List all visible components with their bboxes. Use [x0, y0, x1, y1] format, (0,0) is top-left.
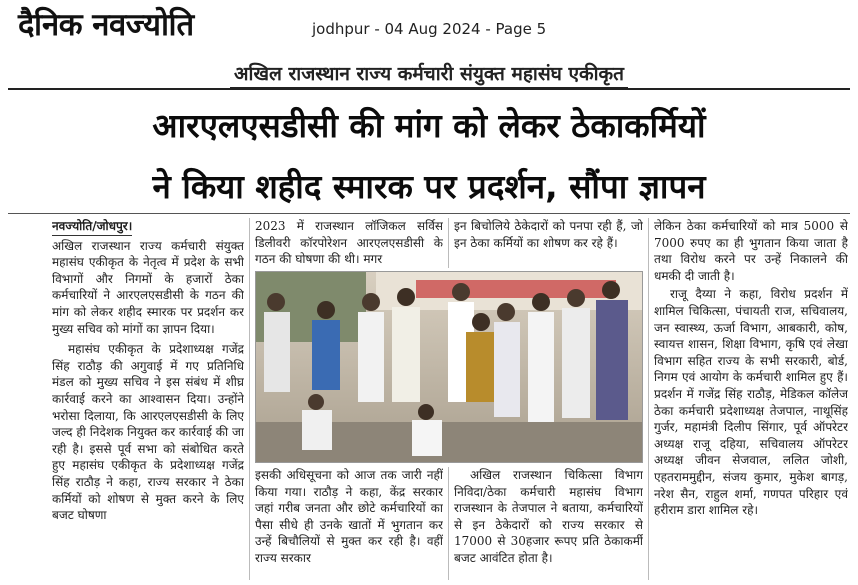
article-paragraph: 2023 में राजस्थान लॉजिकल सर्विस डिलीवरी कॉरपोरेशन आरएलएसडीसी के गठन की घोषणा की थी। मगर: [255, 219, 443, 267]
article-paragraph: राजू दैय्या ने कहा, विरोध प्रदर्शन में शामिल चिकित्सा, पंचायती राज, सचिवालय, जन स्वास्थ्य, ऊर्जा विभाग, आबकारी, कोष, स्वायत्त शासन, शिक्षा विभाग, कृषि एवं लेखा विभाग सहित राज्य के सभी सरकारी, बोर्ड, निगम एवं आयोग के कर्मचारी शामिल हुए हैं। प्रदर्शन में गजेंद्र सिंह राठौड़, मेडिकल कॉलेज ठेका कर्मचारी प्रदेशाध्यक्ष तेजपाल, नाथूसिंह गुर्जर, महामंत्री दिलीप सिंगार, पूर्व ऑपरेटर अध्यक्ष राजू दहिया, सचिवालय ऑपरेटर अध्यक्ष जीवन सेजवाल, ललित जोशी, एहतराममुद्दीन, संजय कुमार, मुकेश बागड़, नरेश सैन, राहुल शर्मा, गणपत परिहार एवं हरीराम डारा शामिल रहे।: [654, 287, 848, 518]
article-column-4: [654, 218, 848, 580]
article-paragraph: अखिल राजस्थान चिकित्सा विभाग निविदा/ठेका कर्मचारी महासंघ विभाग राजस्थान के तेजपाल ने बताया, कर्मचारियों से इन ठेकेदारों को राज्य सरकार से 17000 से 30हजार रूपए प्रति ठेकाकर्मी बजट आवंटित होता है।: [454, 468, 643, 565]
article-paragraph: अखिल राजस्थान राज्य कर्मचारी संयुक्त महासंघ एकीकृत के नेतृत्व में प्रदेश के सभी विभागों और निगमों के हजारों ठेका कर्मचारियों ने आरएलएसडीसी के गठन की मांग को लेकर शहीद स्मारक पर प्रदर्शन कर मुख्य सचिव को मांगों का ज्ञापन दिया।: [52, 238, 244, 336]
edition-info: jodhpur - 04 Aug 2024 - Page 5: [312, 20, 547, 38]
column-divider: [448, 218, 449, 268]
newspaper-masthead: दैनिक नवज्योति: [18, 7, 194, 43]
column-divider: [448, 467, 449, 580]
article-kicker: [0, 60, 858, 89]
article-column-1: [52, 218, 244, 580]
headline-rule: [8, 213, 850, 214]
article-paragraph: इन बिचोलिये ठेकेदारों को पनपा रही हैं, जो इन ठेका कर्मियों का शोषण कर रहे हैं।: [454, 219, 643, 250]
article-dateline: नवज्योति/जोधपुर।: [52, 218, 132, 236]
article-column-3-top: [454, 218, 643, 270]
kicker-text: अखिल राजस्थान राज्य कर्मचारी संयुक्त महासंघ एकीकृत: [230, 60, 628, 89]
column-divider: [249, 218, 250, 580]
kicker-rule: [8, 88, 850, 90]
protest-photo: [255, 271, 643, 463]
article-column-3-bottom: [454, 467, 643, 580]
article-paragraph: लेकिन ठेका कर्मचारियों को मात्र 5000 से 7000 रुपए का ही भुगतान किया जाता है तथा विरोध करने पर उन्हें निकालने की धमकी दी जाती है।: [654, 219, 848, 283]
article-column-2-top: [255, 218, 443, 270]
headline-line-2: ने किया शहीद स्मारक पर प्रदर्शन, सौंपा ज्ञापन: [152, 167, 706, 206]
protest-photo-icon: [256, 272, 643, 463]
column-divider: [648, 218, 649, 580]
article-paragraph: महासंघ एकीकृत के प्रदेशाध्यक्ष गजेंद्र सिंह राठौड़ की अगुवाई में गए प्रतिनिधि मंडल को मुख्य सचिव ने इस संबंध में शीघ्र कार्रवाई करने का आश्वासन दिया। उन्होंने भरोसा दिलाया, कि आरएलएसडीसी के लिए जल्द ही निदेशक नियुक्त कर कार्रवाई की जा रही है। इससे पूर्व सभा को संबोधित करते हुए महासंघ एकीकृत के प्रदेशाध्यक्ष गजेंद्र सिंह राठौड़ ने कहा, राज्य सरकार ने ठेका कर्मियों को शोषण से मुक्त करने के लिए बजट घोषणा: [52, 342, 244, 523]
headline-line-1: आरएलएसडीसी की मांग को लेकर ठेकाकर्मियों: [152, 106, 706, 145]
article-paragraph: इसकी अधिसूचना को आज तक जारी नहीं किया गया। राठौड़ ने कहा, केंद्र सरकार जहां गरीब जनता और छोटे कर्मचारियों का पैसा सीधे ही उनके खातों में भुगतान कर उन्हें बिचौलियों से मुक्त कर रही है। वहीं राज्य सरकार: [255, 468, 443, 565]
article-column-2-bottom: [255, 467, 443, 580]
